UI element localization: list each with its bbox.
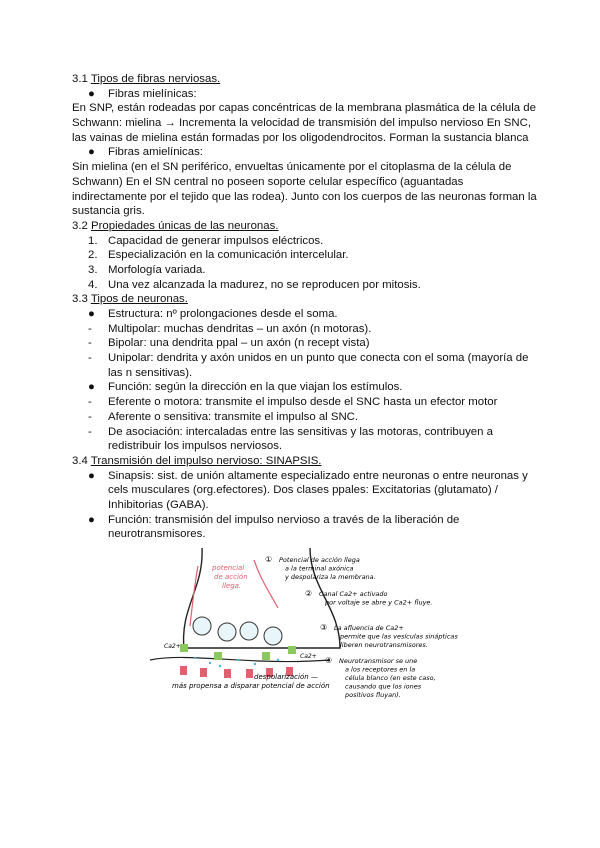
bottom-label: más propensa a disparar potencial de acción bbox=[172, 682, 330, 690]
list-item bbox=[72, 483, 542, 498]
list-item bbox=[72, 248, 542, 263]
list-marker: 3. bbox=[88, 263, 98, 276]
section-title: Tipos de fibras nerviosas. bbox=[90, 73, 221, 85]
paragraph-line: Sin mielina (en el SN periférico, envueltas únicamente por el citoplasma de la célula de bbox=[72, 161, 512, 174]
list-marker: ● bbox=[88, 469, 95, 482]
synapse-list bbox=[72, 469, 542, 542]
arrow-label: llega. bbox=[222, 582, 242, 590]
list-item bbox=[72, 498, 542, 513]
section-number: 3.4 bbox=[72, 454, 88, 467]
list-text: Capacidad de generar impulsos eléctricos. bbox=[108, 234, 324, 247]
list-text: Función: según la dirección en la que viajan los estímulos. bbox=[108, 381, 403, 394]
list-item bbox=[72, 527, 542, 542]
list-marker: - bbox=[88, 410, 92, 423]
bullet-fibras-amielinicas: ● Fibras amielínicas: bbox=[88, 146, 203, 159]
list-marker: - bbox=[88, 396, 92, 409]
neuron-types-list bbox=[72, 307, 542, 454]
bullet-text: Fibras mielínicas: bbox=[108, 87, 197, 100]
list-text: neurotransmisores. bbox=[108, 528, 206, 541]
list-item bbox=[72, 351, 542, 366]
list-text: Eferente o motora: transmite el impulso desde el SNC hasta un efector motor bbox=[108, 396, 498, 409]
arrow-label: potencial bbox=[212, 564, 245, 572]
step-note: Potencial de acción llega bbox=[279, 556, 360, 564]
paragraph-line: sustancia gris. bbox=[72, 205, 145, 218]
step-note: La afluencia de Ca2+ bbox=[334, 624, 404, 632]
list-text: cels musculares (org.efectores). Dos clases ppales: Excitatorias (glutamato) / bbox=[108, 484, 498, 497]
paragraph-line: Schwann: mielina → Incrementa la velocidad de transmisión del impulso nervioso En SNC, bbox=[72, 117, 532, 130]
step-note: y despolariza la membrana. bbox=[285, 573, 376, 581]
section-title: Propiedades únicas de las neuronas. bbox=[91, 219, 279, 232]
step-note: a los receptores en la bbox=[345, 665, 416, 674]
list-item bbox=[72, 410, 542, 425]
list-marker: 4. bbox=[88, 278, 98, 291]
list-item bbox=[72, 307, 542, 322]
paragraph-line: Schwann) En el SN central no poseen soporte celular específico (aguantadas bbox=[72, 175, 464, 188]
paragraph-line: indirectamente por el tejido que las rodea). Junto con los cuerpos de las neuronas forman la bbox=[72, 190, 537, 203]
step-number: ④ bbox=[325, 656, 333, 665]
step-note: a la terminal axónica bbox=[285, 564, 354, 573]
list-text: Sinapsis: sist. de unión altamente especializado entre neuronas o entre neuronas y bbox=[108, 469, 528, 482]
list-marker: - bbox=[88, 322, 92, 335]
synapse-diagram bbox=[150, 548, 545, 699]
list-item bbox=[72, 380, 542, 395]
section-3-3-heading bbox=[72, 292, 542, 307]
list-item bbox=[72, 234, 542, 249]
list-text: Multipolar: muchas dendritas – un axón (n motoras). bbox=[108, 322, 372, 335]
list-item bbox=[72, 425, 542, 440]
list-text: Función: transmisión del impulso nervioso a través de la liberación de bbox=[108, 513, 460, 526]
step-note: positivos fluyan). bbox=[345, 691, 401, 699]
list-text: Especialización en la comunicación intercelular. bbox=[108, 249, 349, 262]
calcium-label: Ca2+ bbox=[300, 653, 317, 660]
list-item bbox=[72, 469, 542, 484]
section-3-1-heading bbox=[72, 72, 542, 87]
step-note: permite que las vesículas sinápticas bbox=[340, 632, 458, 641]
list-text: Morfología variada. bbox=[108, 263, 206, 276]
step-note: por voltaje se abre y Ca2+ fluye. bbox=[325, 598, 433, 607]
list-text: Una vez alcanzada la madurez, no se reproducen por mitosis. bbox=[108, 278, 421, 291]
step-number: ② bbox=[305, 589, 313, 598]
step-number: ③ bbox=[320, 623, 328, 632]
section-title: Transmisión del impulso nervioso: SINAPSIS. bbox=[90, 454, 322, 467]
calcium-label: Ca2+ bbox=[164, 643, 181, 650]
list-text: Estructura: nº prolongaciones desde el soma. bbox=[108, 308, 338, 320]
step-note: Neurotransmisor se une bbox=[339, 657, 418, 665]
arrow-label: de acción bbox=[214, 573, 248, 581]
list-text: De asociación: intercaladas entre las sensitivas y las motoras, contribuyen a bbox=[108, 425, 493, 438]
list-text: Inhibitorias (GABA). bbox=[108, 498, 209, 511]
list-marker: ● bbox=[88, 513, 95, 526]
list-text: redistribuir los impulsos nerviosos. bbox=[108, 440, 283, 453]
bottom-label: despolarización — bbox=[254, 673, 318, 681]
step-note: causando que los iones bbox=[345, 682, 422, 691]
list-item bbox=[72, 322, 542, 337]
bullet-fibras-mielinicas: ● Fibras mielínicas: bbox=[88, 87, 197, 100]
list-marker: ● bbox=[88, 381, 95, 394]
step-note: célula blanco (en este caso, bbox=[345, 674, 436, 682]
list-text: Bipolar: una dendrita ppal – un axón (n recept vista) bbox=[108, 337, 370, 350]
step-note: liberen neurotransmisores. bbox=[340, 641, 428, 649]
paragraph-line: las vainas de mielina están formadas por los oligodendrocitos. Forman la sustancia blanca bbox=[72, 131, 529, 144]
list-text: Aferente o sensitiva: transmite el impulso al SNC. bbox=[108, 410, 359, 423]
section-title: Tipos de neuronas. bbox=[90, 293, 188, 306]
list-item bbox=[72, 395, 542, 410]
list-marker: 1. bbox=[88, 234, 98, 247]
list-item bbox=[72, 336, 542, 351]
list-item bbox=[72, 278, 542, 293]
list-item bbox=[72, 263, 542, 278]
list-marker: - bbox=[88, 352, 92, 365]
list-marker: - bbox=[88, 425, 92, 438]
document-body bbox=[72, 72, 542, 542]
section-number: 3.2 bbox=[72, 219, 88, 232]
bullet-text: Fibras amielínicas: bbox=[108, 146, 203, 159]
paragraph-line: En SNP, están rodeadas por capas concéntricas de la membrana plasmática de la célula de bbox=[72, 102, 536, 115]
list-marker: - bbox=[88, 337, 92, 350]
section-3-2-heading bbox=[72, 219, 542, 234]
list-item bbox=[72, 366, 542, 381]
step-note: Canal Ca2+ activado bbox=[319, 590, 388, 598]
list-text: Unipolar: dendrita y axón unidos en un punto que conecta con el soma (mayoría de bbox=[108, 352, 529, 365]
list-marker: ● bbox=[88, 308, 95, 320]
section-number: 3.1 bbox=[72, 73, 88, 85]
section-3-4-heading bbox=[72, 454, 542, 469]
list-item bbox=[72, 439, 542, 454]
section-number: 3.3 bbox=[72, 293, 88, 306]
list-marker: 2. bbox=[88, 249, 98, 262]
step-number: ① bbox=[265, 555, 273, 564]
list-item bbox=[72, 513, 542, 528]
list-text: las n sensitivas). bbox=[108, 366, 193, 379]
